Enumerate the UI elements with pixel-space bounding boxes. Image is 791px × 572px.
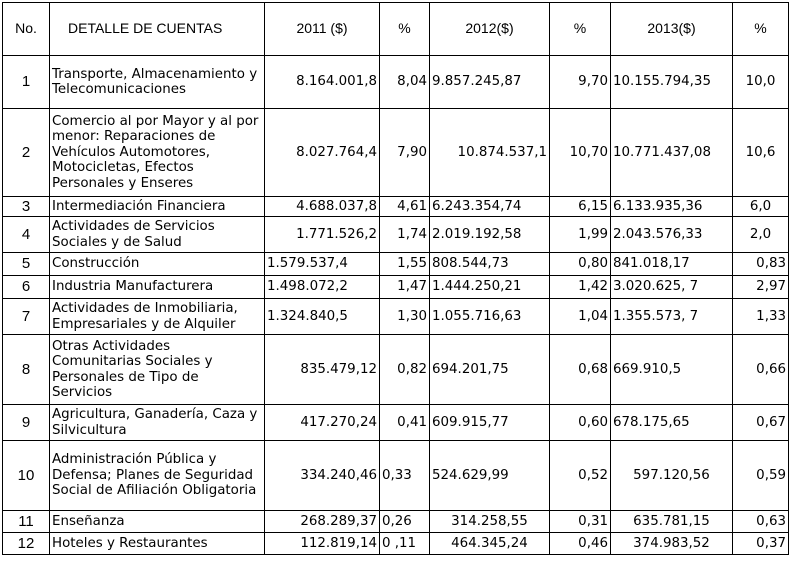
cell-detalle: Agricultura, Ganadería, Caza y Silvicultura xyxy=(50,405,265,441)
cell-2012: 464.345,24 xyxy=(430,533,550,555)
cell-pct-2012: 1,04 xyxy=(550,299,611,335)
cell-2013: 10.155.794,35 xyxy=(611,56,733,109)
cell-pct-2011: 1,47 xyxy=(380,276,430,299)
header-pct-2011: % xyxy=(380,3,430,56)
cell-2012: 694.201,75 xyxy=(430,335,550,405)
header-2011: 2011 ($) xyxy=(265,3,380,56)
cell-pct-2011: 8,04 xyxy=(380,56,430,109)
cell-pct-2012: 9,70 xyxy=(550,56,611,109)
cell-2012: 808.544,73 xyxy=(430,253,550,276)
cell-2013: 374.983,52 xyxy=(611,533,733,555)
cell-2011: 1.498.072,2 xyxy=(265,276,380,299)
header-row xyxy=(3,3,789,56)
cell-no: 9 xyxy=(3,405,50,441)
cell-pct-2013: 0,59 xyxy=(733,441,789,511)
cell-2011: 334.240,46 xyxy=(265,441,380,511)
cell-detalle: Enseñanza xyxy=(50,511,265,533)
cell-no: 6 xyxy=(3,276,50,299)
cell-2013: 669.910,5 xyxy=(611,335,733,405)
cell-pct-2013: 1,33 xyxy=(733,299,789,335)
cell-pct-2012: 0,60 xyxy=(550,405,611,441)
cell-no: 5 xyxy=(3,253,50,276)
cell-2011: 835.479,12 xyxy=(265,335,380,405)
header-2012: 2012($) xyxy=(430,3,550,56)
cell-2011: 8.164.001,8 xyxy=(265,56,380,109)
cell-pct-2011: 0,82 xyxy=(380,335,430,405)
cell-pct-2013: 10,0 xyxy=(733,56,789,109)
cell-2013: 597.120,56 xyxy=(611,441,733,511)
cell-detalle: Transporte, Almacenamiento y Telecomunicaciones xyxy=(50,56,265,109)
table-row xyxy=(3,335,789,405)
cell-2013: 1.355.573, 7 xyxy=(611,299,733,335)
cell-pct-2013: 6,0 xyxy=(733,197,789,217)
cell-pct-2011: 0,41 xyxy=(380,405,430,441)
cell-pct-2012: 0,46 xyxy=(550,533,611,555)
table-row xyxy=(3,197,789,217)
cell-pct-2012: 1,42 xyxy=(550,276,611,299)
cell-no: 1 xyxy=(3,56,50,109)
cell-pct-2013: 0,83 xyxy=(733,253,789,276)
cell-2012: 2.019.192,58 xyxy=(430,217,550,253)
cell-pct-2012: 0,31 xyxy=(550,511,611,533)
cell-pct-2012: 1,99 xyxy=(550,217,611,253)
cell-detalle: Intermediación Financiera xyxy=(50,197,265,217)
cell-2011: 1.324.840,5 xyxy=(265,299,380,335)
cell-pct-2011: 7,90 xyxy=(380,109,430,197)
cell-pct-2012: 0,52 xyxy=(550,441,611,511)
cell-pct-2012: 6,15 xyxy=(550,197,611,217)
cell-pct-2011: 1,30 xyxy=(380,299,430,335)
cell-2012: 314.258,55 xyxy=(430,511,550,533)
cell-2013: 2.043.576,33 xyxy=(611,217,733,253)
cell-2011: 4.688.037,8 xyxy=(265,197,380,217)
cell-no: 4 xyxy=(3,217,50,253)
cell-2012: 9.857.245,87 xyxy=(430,56,550,109)
table-row xyxy=(3,511,789,533)
table-row xyxy=(3,299,789,335)
cell-2012: 1.055.716,63 xyxy=(430,299,550,335)
cell-detalle: Administración Pública y Defensa; Planes de Seguridad Social de Afiliación Obligatoria xyxy=(50,441,265,511)
cell-no: 11 xyxy=(3,511,50,533)
cell-2013: 6.133.935,36 xyxy=(611,197,733,217)
cell-pct-2012: 10,70 xyxy=(550,109,611,197)
cell-2013: 841.018,17 xyxy=(611,253,733,276)
cell-no: 12 xyxy=(3,533,50,555)
cell-pct-2011: 0,33 xyxy=(380,441,430,511)
cell-no: 2 xyxy=(3,109,50,197)
table-row xyxy=(3,405,789,441)
cell-detalle: Hoteles y Restaurantes xyxy=(50,533,265,555)
cell-2011: 417.270,24 xyxy=(265,405,380,441)
cell-pct-2011: 4,61 xyxy=(380,197,430,217)
table-row xyxy=(3,441,789,511)
cell-2012: 1.444.250,21 xyxy=(430,276,550,299)
cell-2012: 609.915,77 xyxy=(430,405,550,441)
cell-2012: 10.874.537,1 xyxy=(430,109,550,197)
cell-detalle: Actividades de Inmobiliaria, Empresariales y de Alquiler xyxy=(50,299,265,335)
table-row xyxy=(3,217,789,253)
cell-2011: 112.819,14 xyxy=(265,533,380,555)
cell-2013: 678.175,65 xyxy=(611,405,733,441)
cell-pct-2013: 2,97 xyxy=(733,276,789,299)
cell-no: 10 xyxy=(3,441,50,511)
cell-2011: 1.771.526,2 xyxy=(265,217,380,253)
table-row xyxy=(3,276,789,299)
cell-detalle: Comercio al por Mayor y al por menor: Reparaciones de Vehículos Automotores, Motocicletas, Efectos Personales y Enseres xyxy=(50,109,265,197)
cell-no: 8 xyxy=(3,335,50,405)
cell-pct-2011: 1,55 xyxy=(380,253,430,276)
cell-pct-2012: 0,80 xyxy=(550,253,611,276)
cell-pct-2011: 0,26 xyxy=(380,511,430,533)
cell-2013: 635.781,15 xyxy=(611,511,733,533)
cell-2013: 10.771.437,08 xyxy=(611,109,733,197)
cell-pct-2013: 2,0 xyxy=(733,217,789,253)
cell-pct-2013: 0,67 xyxy=(733,405,789,441)
table-row xyxy=(3,56,789,109)
cell-pct-2011: 0 ,11 xyxy=(380,533,430,555)
header-detalle: DETALLE DE CUENTAS xyxy=(50,3,265,56)
header-pct-2013: % xyxy=(733,3,789,56)
cell-no: 7 xyxy=(3,299,50,335)
cell-detalle: Construcción xyxy=(50,253,265,276)
cell-pct-2013: 0,66 xyxy=(733,335,789,405)
cell-2012: 524.629,99 xyxy=(430,441,550,511)
table-row xyxy=(3,109,789,197)
header-pct-2012: % xyxy=(550,3,611,56)
table-row xyxy=(3,533,789,555)
cell-2011: 268.289,37 xyxy=(265,511,380,533)
cell-pct-2013: 0,63 xyxy=(733,511,789,533)
cell-pct-2011: 1,74 xyxy=(380,217,430,253)
cell-2011: 1.579.537,4 xyxy=(265,253,380,276)
table-row xyxy=(3,253,789,276)
cell-2011: 8.027.764,4 xyxy=(265,109,380,197)
cell-pct-2012: 0,68 xyxy=(550,335,611,405)
cell-detalle: Industria Manufacturera xyxy=(50,276,265,299)
header-2013: 2013($) xyxy=(611,3,733,56)
cell-detalle: Otras Actividades Comunitarias Sociales y Personales de Tipo de Servicios xyxy=(50,335,265,405)
cell-2012: 6.243.354,74 xyxy=(430,197,550,217)
accounts-table xyxy=(2,2,789,555)
cell-no: 3 xyxy=(3,197,50,217)
cell-pct-2013: 10,6 xyxy=(733,109,789,197)
cell-2013: 3.020.625, 7 xyxy=(611,276,733,299)
cell-pct-2013: 0,37 xyxy=(733,533,789,555)
header-no: No. xyxy=(3,3,50,56)
cell-detalle: Actividades de Servicios Sociales y de Salud xyxy=(50,217,265,253)
